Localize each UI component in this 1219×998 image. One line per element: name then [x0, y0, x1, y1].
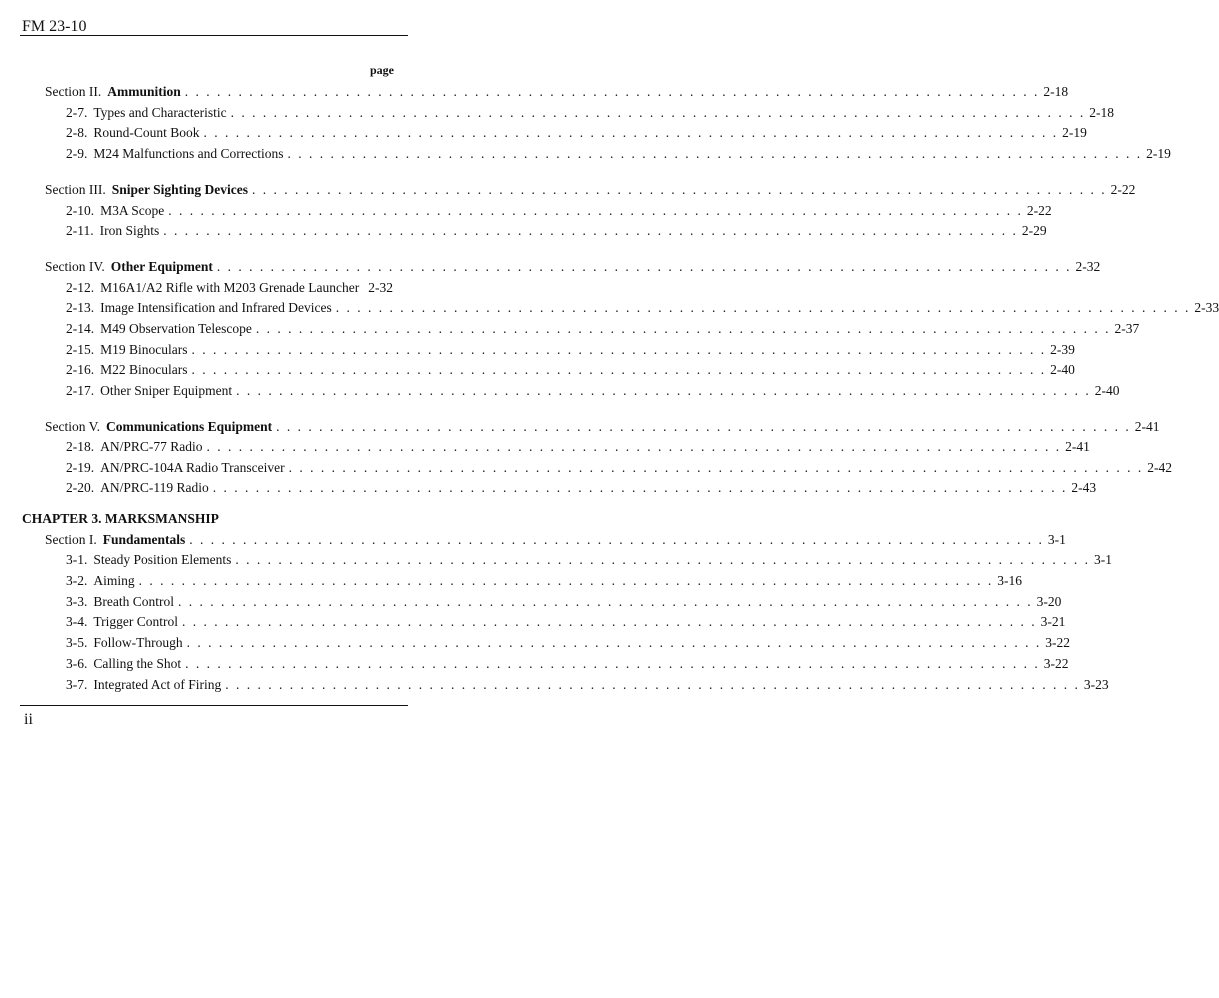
toc-entry-title: Follow-Through	[93, 635, 183, 650]
toc-entry-number: 3-4.	[66, 614, 88, 629]
toc-leader-dots: . . . . . . . . . . . . . . . . . . . . . . . . . . . . . . . . . . . . . . . . . . . . . . . . . . . . . . . . . . . . . . . . . . . . . . . . . . . . . . . .	[216, 259, 1072, 274]
toc-entry-number: 2-8.	[66, 125, 88, 140]
toc-entry-title: AN/PRC-77 Radio	[100, 439, 203, 454]
toc-item-row	[66, 300, 1219, 316]
toc-entry-number: 2-14.	[66, 321, 95, 336]
toc-page-number: 2-29	[1021, 223, 1047, 238]
page-column-label: page	[370, 63, 394, 77]
toc-item-row	[66, 146, 1171, 162]
toc-entry-number: 2-20.	[66, 480, 95, 495]
toc-entry-number: Section I.	[45, 532, 97, 547]
toc-entry-title: Calling the Shot	[93, 656, 182, 671]
toc-leader-dots: . . . . . . . . . . . . . . . . . . . . . . . . . . . . . . . . . . . . . . . . . . . . . . . . . . . . . . . . . . . . . . . . . . . . . . . . . . . . . . . .	[206, 439, 1062, 454]
toc-entry-number: 3-5.	[66, 635, 88, 650]
toc-entry-title: Trigger Control	[93, 614, 179, 629]
page-header-title: FM 23-10	[22, 18, 87, 35]
toc-leader-dots: . . . . . . . . . . . . . . . . . . . . . . . . . . . . . . . . . . . . . . . . . . . . . . . . . . . . . . . . . . . . . . . . . . . . . . . . . . . . . . . .	[185, 656, 1040, 671]
toc-leader-dots: . . . . . . . . . . . . . . . . . . . . . . . . . . . . . . . . . . . . . . . . . . . . . . . . . . . . . . . . . . . . . . . . . . . . . . . . . . . . . . . .	[178, 594, 1033, 609]
toc-item-row	[66, 573, 1023, 589]
toc-entry-number: 2-19.	[66, 460, 95, 475]
toc-entry-title: M49 Observation Telescope	[100, 321, 252, 336]
toc-leader-dots: . . . . . . . . . . . . . . . . . . . . . . . . . . . . . . . . . . . . . . . . . . . . . . . . . . . . . . . . . . . . . . . . . . . . . . . . . . . . . . . .	[235, 552, 1090, 567]
toc-item-row	[66, 656, 1069, 672]
toc-page-number: 2-19	[1062, 125, 1087, 140]
toc-leader-dots: . . . . . . . . . . . . . . . . . . . . . . . . . . . . . . . . . . . . . . . . . . . . . . . . . . . . . . . . . . . . . . . . . . . . . . . . . . . . . . . .	[163, 223, 1018, 238]
toc-leader-dots: . . . . . . . . . . . . . . . . . . . . . . . . . . . . . . . . . . . . . . . . . . . . . . . . . . . . . . . . . . . . . . . . . . . . . . . . . . . . . . . .	[191, 342, 1047, 357]
toc-leader-dots: . . . . . . . . . . . . . . . . . . . . . . . . . . . . . . . . . . . . . . . . . . . . . . . . . . . . . . . . . . . . . . . . . . . . . . . . . . . . . . . .	[287, 146, 1143, 161]
toc-entry-title: M24 Malfunctions and Corrections	[93, 146, 284, 161]
toc-page-number: 2-33	[1194, 300, 1219, 315]
toc-page-number: 2-37	[1114, 321, 1140, 336]
toc-page-number: 3-1	[1094, 552, 1112, 567]
toc-entry-number: 2-7.	[66, 105, 88, 120]
toc-item-row	[66, 362, 1075, 378]
toc-entry-title: Other Equipment	[110, 259, 213, 274]
toc-item-row	[66, 614, 1066, 630]
toc-item-row	[66, 383, 1120, 399]
toc-entry-title: M16A1/A2 Rifle with M203 Grenade Launcher	[100, 280, 360, 295]
toc-page-number: 3-21	[1040, 614, 1066, 629]
toc-page-number: 3-1	[1047, 532, 1066, 547]
toc-entry-number: 3-6.	[66, 656, 88, 671]
toc-item-row	[66, 480, 1097, 496]
toc-page-number: 2-32	[368, 280, 393, 295]
toc-page-number: 2-43	[1071, 480, 1097, 495]
toc-page-number: 3-20	[1036, 594, 1062, 609]
toc-leader-dots: . . . . . . . . . . . . . . . . . . . . . . . . . . . . . . . . . . . . . . . . . . . . . . . . . . . . . . . . . . . . . . . . . . . . . . . . . . . . . . . .	[230, 105, 1086, 120]
toc-page-number: 3-23	[1083, 677, 1109, 692]
toc-item-row	[66, 280, 393, 296]
toc-leader-dots: . . . . . . . . . . . . . . . . . . . . . . . . . . . . . . . . . . . . . . . . . . . . . . . . . . . . . . . . . . . . . . . . . . . . . . . . . . . . . . . .	[203, 125, 1059, 140]
header-rule	[20, 35, 408, 36]
toc-entry-number: Section IV.	[45, 259, 105, 274]
toc-leader-dots	[363, 280, 364, 296]
toc-leader-dots: . . . . . . . . . . . . . . . . . . . . . . . . . . . . . . . . . . . . . . . . . . . . . . . . . . . . . . . . . . . . . . . . . . . . . . . . . . . . . . . .	[184, 84, 1040, 99]
toc-entry-title: Fundamentals	[102, 532, 186, 547]
toc-item-row	[66, 460, 1173, 476]
toc-entry-number: 3-7.	[66, 677, 88, 692]
toc-section-row	[45, 532, 1066, 548]
toc-page-number: 3-22	[1043, 656, 1069, 671]
toc-leader-dots: . . . . . . . . . . . . . . . . . . . . . . . . . . . . . . . . . . . . . . . . . . . . . . . . . . . . . . . . . . . . . . . . . . . . . . . . . . . . . . . .	[276, 419, 1131, 434]
toc-entry-title: Image Intensification and Infrared Devices	[100, 300, 332, 315]
toc-entry-title: Iron Sights	[99, 223, 160, 238]
toc-entry-title: M3A Scope	[100, 203, 165, 218]
toc-item-row	[66, 552, 1112, 568]
toc-entry-number: 2-10.	[66, 203, 95, 218]
toc-page-number: 2-32	[1075, 259, 1101, 274]
toc-entry-number: Section III.	[45, 182, 106, 197]
toc-item-row	[66, 203, 1052, 219]
toc-page-number: 2-22	[1026, 203, 1052, 218]
chapter-heading: CHAPTER 3. MARKSMANSHIP	[22, 511, 219, 526]
toc-page-number: 2-40	[1094, 383, 1120, 398]
toc-entry-title: AN/PRC-104A Radio Transceiver	[100, 460, 285, 475]
toc-entry-title: Sniper Sighting Devices	[111, 182, 248, 197]
toc-leader-dots: . . . . . . . . . . . . . . . . . . . . . . . . . . . . . . . . . . . . . . . . . . . . . . . . . . . . . . . . . . . . . . . . . . . . . . . . . . . . . . . .	[138, 573, 994, 588]
toc-section-row	[45, 259, 1101, 275]
toc-leader-dots: . . . . . . . . . . . . . . . . . . . . . . . . . . . . . . . . . . . . . . . . . . . . . . . . . . . . . . . . . . . . . . . . . . . . . . . . . . . . . . . .	[186, 635, 1042, 650]
toc-page-number: 2-22	[1110, 182, 1136, 197]
toc-item-row	[66, 125, 1087, 141]
toc-page-number: 2-18	[1043, 84, 1069, 99]
toc-leader-dots: . . . . . . . . . . . . . . . . . . . . . . . . . . . . . . . . . . . . . . . . . . . . . . . . . . . . . . . . . . . . . . . . . . . . . . . . . . . . . . . .	[168, 203, 1023, 218]
toc-entry-number: 2-17.	[66, 383, 95, 398]
toc-leader-dots: . . . . . . . . . . . . . . . . . . . . . . . . . . . . . . . . . . . . . . . . . . . . . . . . . . . . . . . . . . . . . . . . . . . . . . . . . . . . . . . .	[252, 182, 1107, 197]
toc-leader-dots: . . . . . . . . . . . . . . . . . . . . . . . . . . . . . . . . . . . . . . . . . . . . . . . . . . . . . . . . . . . . . . . . . . . . . . . . . . . . . . . .	[236, 383, 1091, 398]
toc-entry-title: Other Sniper Equipment	[100, 383, 233, 398]
toc-entry-number: 2-9.	[66, 146, 88, 161]
toc-entry-number: Section V.	[45, 419, 101, 434]
toc-item-row	[66, 105, 1115, 121]
toc-leader-dots: . . . . . . . . . . . . . . . . . . . . . . . . . . . . . . . . . . . . . . . . . . . . . . . . . . . . . . . . . . . . . . . . . . . . . . . . . . . . . . . .	[212, 480, 1068, 495]
toc-entry-number: 2-11.	[66, 223, 94, 238]
toc-page-number: 2-42	[1147, 460, 1173, 475]
toc-entry-number: 2-16.	[66, 362, 95, 377]
toc-page-number: 2-39	[1050, 342, 1075, 357]
toc-entry-number: 2-18.	[66, 439, 95, 454]
footer-page-number: ii	[24, 711, 33, 728]
toc-entry-title: Breath Control	[93, 594, 174, 609]
toc-entry-number: Section II.	[45, 84, 102, 99]
toc-entry-number: 2-12.	[66, 280, 95, 295]
toc-entry-title: Communications Equipment	[106, 419, 273, 434]
toc-item-row	[66, 677, 1109, 693]
toc-entry-title: Integrated Act of Firing	[93, 677, 222, 692]
toc-leader-dots: . . . . . . . . . . . . . . . . . . . . . . . . . . . . . . . . . . . . . . . . . . . . . . . . . . . . . . . . . . . . . . . . . . . . . . . . . . . . . . . .	[288, 460, 1144, 475]
toc-page-number: 2-41	[1065, 439, 1090, 454]
toc-entry-title: Aiming	[93, 573, 135, 588]
toc-entry-title: M22 Binoculars	[100, 362, 188, 377]
toc-item-row	[66, 635, 1070, 651]
toc-entry-number: 3-3.	[66, 594, 88, 609]
toc-leader-dots: . . . . . . . . . . . . . . . . . . . . . . . . . . . . . . . . . . . . . . . . . . . . . . . . . . . . . . . . . . . . . . . . . . . . . . . . . . . . . . . .	[225, 677, 1080, 692]
toc-item-row	[66, 439, 1090, 455]
toc-page-number: 2-41	[1134, 419, 1160, 434]
toc-item-row	[66, 594, 1062, 610]
toc-leader-dots: . . . . . . . . . . . . . . . . . . . . . . . . . . . . . . . . . . . . . . . . . . . . . . . . . . . . . . . . . . . . . . . . . . . . . . . . . . . . . . . .	[335, 300, 1191, 315]
toc-entry-number: 3-1.	[66, 552, 88, 567]
toc-entry-number: 2-15.	[66, 342, 95, 357]
toc-entry-number: 2-13.	[66, 300, 95, 315]
toc-entry-number: 3-2.	[66, 573, 88, 588]
toc-entry-title: Types and Characteristic	[93, 105, 227, 120]
toc-page-number: 3-22	[1045, 635, 1070, 650]
footer-rule	[20, 705, 408, 706]
toc-item-row	[66, 223, 1047, 239]
toc-entry-title: Round-Count Book	[93, 125, 200, 140]
toc-item-row	[66, 321, 1140, 337]
toc-page-number: 3-16	[997, 573, 1023, 588]
toc-leader-dots: . . . . . . . . . . . . . . . . . . . . . . . . . . . . . . . . . . . . . . . . . . . . . . . . . . . . . . . . . . . . . . . . . . . . . . . . . . . . . . . .	[182, 614, 1037, 629]
toc-section-row	[45, 419, 1160, 435]
toc-section-row	[45, 182, 1136, 198]
toc-page-number: 2-18	[1089, 105, 1115, 120]
toc-leader-dots: . . . . . . . . . . . . . . . . . . . . . . . . . . . . . . . . . . . . . . . . . . . . . . . . . . . . . . . . . . . . . . . . . . . . . . . . . . . . . . . .	[255, 321, 1111, 336]
toc-leader-dots: . . . . . . . . . . . . . . . . . . . . . . . . . . . . . . . . . . . . . . . . . . . . . . . . . . . . . . . . . . . . . . . . . . . . . . . . . . . . . . . .	[191, 362, 1047, 377]
toc-section-row	[45, 84, 1069, 100]
toc-page-number: 2-19	[1146, 146, 1171, 161]
toc-page-number: 2-40	[1050, 362, 1075, 377]
toc-entry-title: Ammunition	[107, 84, 181, 99]
toc-entry-title: M19 Binoculars	[100, 342, 188, 357]
toc-entry-title: Steady Position Elements	[93, 552, 232, 567]
toc-item-row	[66, 342, 1075, 358]
toc-leader-dots: . . . . . . . . . . . . . . . . . . . . . . . . . . . . . . . . . . . . . . . . . . . . . . . . . . . . . . . . . . . . . . . . . . . . . . . . . . . . . . . .	[189, 532, 1044, 547]
toc-entry-title: AN/PRC-119 Radio	[100, 480, 209, 495]
